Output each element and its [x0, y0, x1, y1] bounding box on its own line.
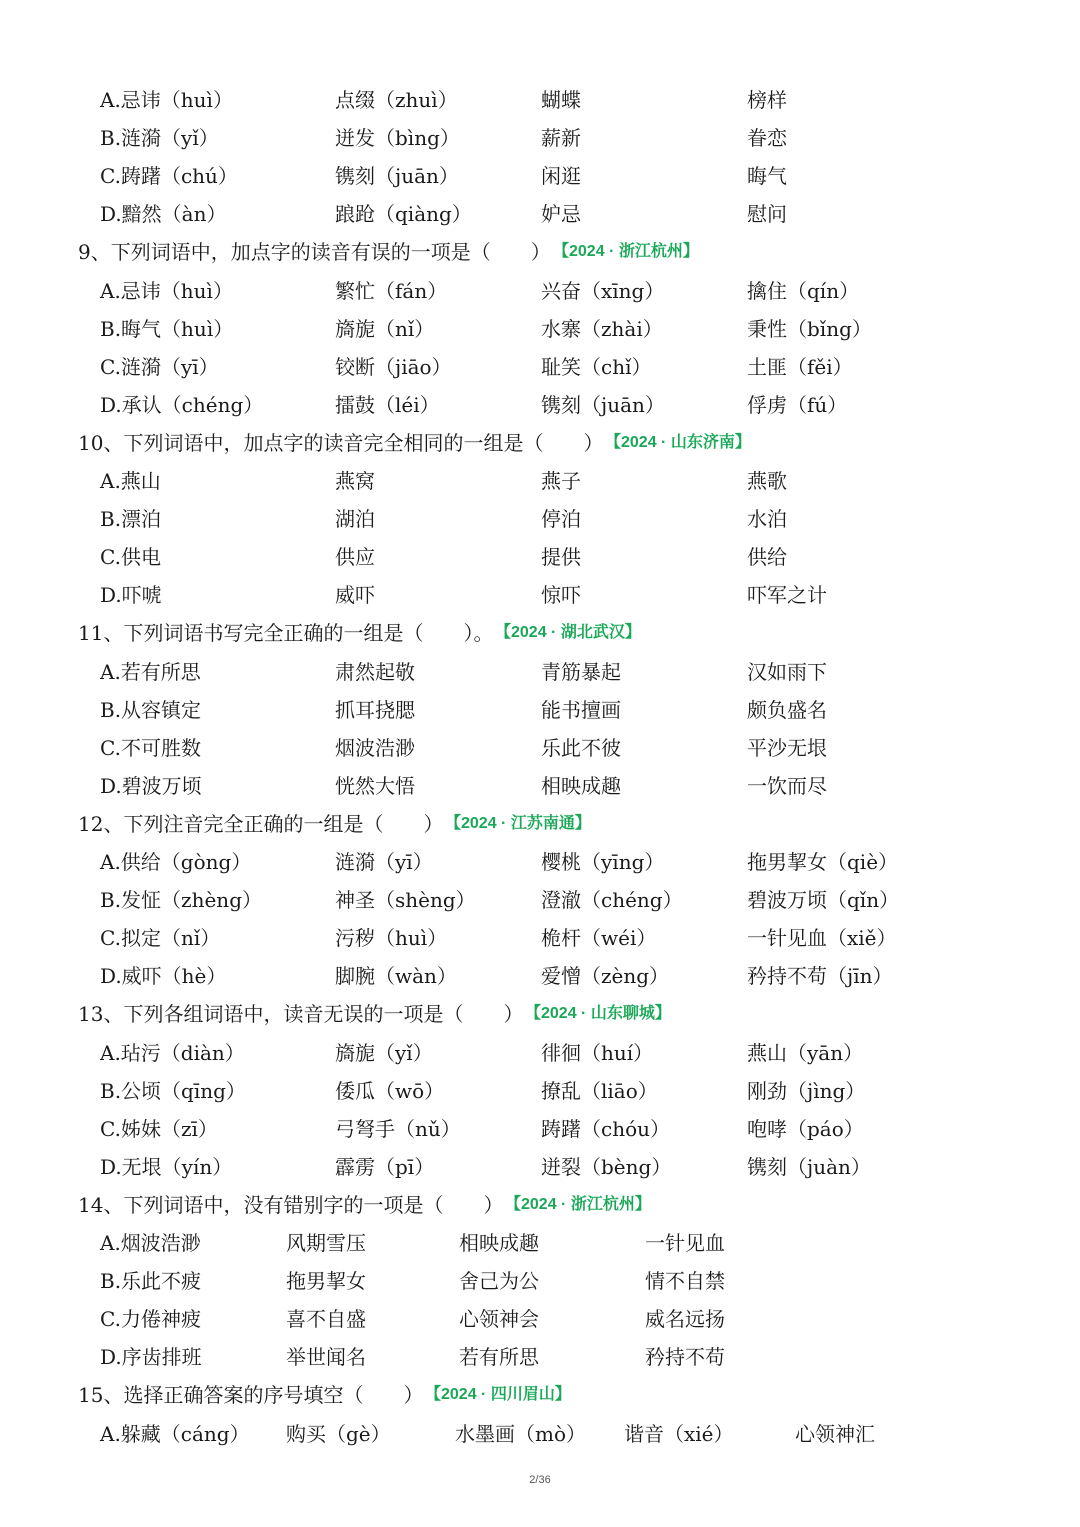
option-row: [0, 119, 1080, 157]
option-item: A.燕山: [100, 469, 161, 493]
question-text: 14、下列词语中，没有错别字的一项是（ ）: [78, 1192, 504, 1217]
option-item: D.黯然（àn）: [100, 202, 227, 227]
source-tag: 【2024 · 山东济南】: [605, 433, 751, 451]
option-item: 踉跄（qiàng）: [335, 202, 472, 227]
option-item: 威吓: [335, 583, 375, 608]
option-item: 撩乱（liāo）: [541, 1078, 658, 1103]
option-item: 一针见血: [645, 1231, 725, 1255]
option-item: 拖男挈女: [286, 1269, 366, 1294]
option-item: C.供电: [100, 545, 161, 570]
option-item: C.不可胜数: [100, 735, 201, 760]
option-item: 水墨画（mò）: [455, 1421, 587, 1446]
option-item: 徘徊（huí）: [541, 1040, 654, 1065]
source-tag: 【2024 · 湖北武汉】: [495, 624, 641, 642]
option-row: [0, 1300, 1080, 1338]
option-row: [0, 1110, 1080, 1148]
option-item: 汉如雨下: [747, 659, 827, 684]
question-text: 10、下列词语中，加点字的读音完全相同的一组是（ ）: [78, 430, 604, 455]
option-item: 涟漪（yī）: [335, 850, 433, 874]
option-item: 榜样: [747, 88, 787, 112]
option-row: [0, 729, 1080, 767]
option-item: 兴奋（xīng）: [541, 278, 665, 303]
option-row: [0, 653, 1080, 691]
option-item: 矜持不苟: [645, 1345, 725, 1370]
option-item: 惊吓: [541, 583, 581, 608]
option-item: 点缀（zhuì）: [335, 88, 458, 112]
option-item: C.姊妹（zī）: [100, 1116, 218, 1141]
option-item: 刚劲（jìng）: [747, 1078, 866, 1103]
option-row: [0, 348, 1080, 386]
option-item: B.乐此不疲: [100, 1269, 202, 1294]
option-item: 慰问: [747, 202, 787, 227]
option-item: D.吓唬: [100, 583, 162, 608]
option-row: [0, 1262, 1080, 1300]
option-item: 薪新: [541, 126, 581, 151]
option-item: B.涟漪（yǐ）: [100, 126, 219, 151]
option-item: 吓军之计: [747, 583, 827, 608]
option-row: [0, 919, 1080, 957]
question-text: 11、下列词语书写完全正确的一组是（ ）。: [78, 621, 494, 646]
option-item: 眷恋: [747, 126, 787, 151]
option-row: [0, 462, 1080, 500]
option-item: 相映成趣: [541, 773, 621, 798]
option-item: 旖旎（nǐ）: [335, 316, 435, 341]
option-item: 供给: [747, 545, 787, 570]
question-text: 12、下列注音完全正确的一组是（ ）: [78, 811, 444, 836]
option-row: [0, 1072, 1080, 1110]
option-item: D.承认（chéng）: [100, 392, 264, 417]
option-item: D.威吓（hè）: [100, 964, 227, 989]
option-item: 能书擅画: [541, 697, 621, 722]
option-item: 燕歌: [747, 469, 787, 493]
question-stem: [0, 995, 1080, 1033]
option-item: 停泊: [541, 507, 581, 532]
option-item: 心领神汇: [795, 1421, 875, 1446]
option-item: 燕窝: [335, 469, 375, 493]
source-tag: 【2024 · 山东聊城】: [525, 1005, 671, 1023]
option-row: [0, 157, 1080, 195]
option-item: 湖泊: [335, 507, 375, 532]
option-item: 爱憎（zèng）: [541, 964, 670, 989]
question-stem: [0, 805, 1080, 843]
option-row: [0, 1224, 1080, 1262]
option-item: 威名远扬: [645, 1307, 725, 1332]
question-text: 13、下列各组词语中，读音无误的一项是（ ）: [78, 1002, 524, 1027]
option-item: 踌躇（chóu）: [541, 1116, 671, 1141]
option-item: 肃然起敬: [335, 659, 415, 684]
option-item: 脚腕（wàn）: [335, 964, 457, 989]
option-item: D.无垠（yín）: [100, 1154, 233, 1179]
option-item: B.发怔（zhèng）: [100, 888, 262, 913]
option-item: 水泊: [747, 507, 787, 532]
option-item: C.拟定（nǐ）: [100, 926, 221, 951]
option-item: A.玷污（diàn）: [100, 1040, 245, 1065]
option-item: 桅杆（wéi）: [541, 926, 657, 951]
source-tag: 【2024 · 浙江杭州】: [553, 243, 699, 261]
option-item: 秉性（bǐng）: [747, 316, 872, 341]
option-item: 供应: [335, 545, 375, 570]
option-item: 擂鼓（léi）: [335, 392, 440, 417]
option-item: 闲逛: [541, 164, 581, 189]
option-row: [0, 310, 1080, 348]
option-row: [0, 195, 1080, 233]
option-item: 污秽（huì）: [335, 926, 448, 951]
option-item: 心领神会: [459, 1307, 539, 1332]
option-item: 耻笑（chǐ）: [541, 354, 652, 379]
option-item: 俘虏（fú）: [747, 392, 848, 417]
option-item: 一针见血（xiě）: [747, 926, 897, 951]
option-item: A.忌讳（huì）: [100, 88, 233, 112]
option-item: A.烟波浩渺: [100, 1231, 201, 1255]
option-item: B.从容镇定: [100, 697, 202, 722]
option-item: D.序齿排班: [100, 1345, 202, 1370]
option-row: [0, 767, 1080, 805]
source-tag: 【2024 · 浙江杭州】: [505, 1195, 651, 1213]
option-item: 喜不自盛: [286, 1307, 366, 1332]
option-item: 若有所思: [459, 1345, 539, 1370]
option-item: 镌刻（juàn）: [747, 1154, 871, 1179]
option-row: [0, 272, 1080, 310]
option-row: [0, 538, 1080, 576]
option-item: 擒住（qín）: [747, 278, 860, 303]
option-item: 矜持不苟（jīn）: [747, 964, 893, 989]
option-item: 繁忙（fán）: [335, 278, 448, 303]
option-item: 咆哮（páo）: [747, 1116, 864, 1141]
question-stem: [0, 1376, 1080, 1414]
option-row: [0, 1034, 1080, 1072]
option-item: 迸发（bìng）: [335, 126, 460, 151]
question-stem: [0, 233, 1080, 271]
option-row: [0, 576, 1080, 614]
option-row: [0, 691, 1080, 729]
option-item: B.晦气（huì）: [100, 316, 234, 341]
option-item: 澄澈（chéng）: [541, 888, 683, 913]
option-item: 迸裂（bèng）: [541, 1154, 672, 1179]
question-text: 15、选择正确答案的序号填空（ ）: [78, 1383, 424, 1408]
option-row: [0, 386, 1080, 424]
option-item: 拖男挈女（qiè）: [747, 850, 899, 874]
option-row: [0, 1338, 1080, 1376]
source-tag: 【2024 · 四川眉山】: [425, 1386, 571, 1404]
option-item: 樱桃（yīng）: [541, 850, 665, 874]
option-item: C.踌躇（chú）: [100, 164, 238, 189]
option-item: 风期雪压: [286, 1231, 366, 1255]
option-item: 镌刻（juān）: [541, 392, 665, 417]
option-item: A.忌讳（huì）: [100, 278, 233, 303]
question-stem: [0, 1186, 1080, 1224]
option-item: 晦气: [747, 164, 787, 189]
option-item: 提供: [541, 545, 581, 570]
option-item: 旖旎（yǐ）: [335, 1040, 433, 1065]
option-item: 霹雳（pī）: [335, 1154, 435, 1179]
option-item: 弓弩手（nǔ）: [335, 1116, 461, 1141]
option-item: 购买（gè）: [286, 1421, 391, 1446]
option-row: [0, 1415, 1080, 1453]
question-text: 9、下列词语中，加点字的读音有误的一项是（ ）: [78, 240, 551, 265]
option-item: 水寨（zhài）: [541, 316, 663, 341]
option-row: [0, 500, 1080, 538]
option-item: 铰断（jiāo）: [335, 354, 452, 379]
option-item: 土匪（fěi）: [747, 354, 853, 379]
option-item: 平沙无垠: [747, 735, 827, 760]
question-stem: [0, 614, 1080, 652]
option-item: 烟波浩渺: [335, 735, 415, 760]
option-row: [0, 843, 1080, 881]
option-item: 舍己为公: [459, 1269, 539, 1294]
option-item: D.碧波万顷: [100, 773, 202, 798]
option-item: 神圣（shèng）: [335, 888, 476, 913]
option-item: A.躲藏（cáng）: [100, 1421, 250, 1446]
option-item: 妒忌: [541, 202, 581, 227]
option-item: 倭瓜（wō）: [335, 1078, 445, 1103]
option-item: 乐此不彼: [541, 735, 621, 760]
option-item: B.公顷（qīng）: [100, 1078, 246, 1103]
option-row: [0, 81, 1080, 119]
option-item: 相映成趣: [459, 1231, 539, 1255]
option-item: 碧波万顷（qǐn）: [747, 888, 900, 913]
source-tag: 【2024 · 江苏南通】: [445, 814, 591, 832]
option-item: 情不自禁: [645, 1269, 725, 1294]
option-item: 恍然大悟: [335, 773, 415, 798]
option-item: 谐音（xié）: [624, 1421, 734, 1446]
page-number: 2/36: [529, 1474, 551, 1486]
option-row: [0, 881, 1080, 919]
option-item: 举世闻名: [286, 1345, 366, 1370]
option-item: A.供给（gòng）: [100, 850, 252, 874]
option-item: B.漂泊: [100, 507, 162, 532]
option-item: 抓耳挠腮: [335, 697, 415, 722]
option-item: 燕山（yān）: [747, 1040, 864, 1065]
option-item: 燕子: [541, 469, 581, 493]
option-item: 颇负盛名: [747, 697, 827, 722]
option-item: A.若有所思: [100, 659, 201, 684]
option-item: C.涟漪（yī）: [100, 354, 219, 379]
option-row: [0, 1148, 1080, 1186]
option-item: 青筋暴起: [541, 659, 621, 684]
option-item: C.力倦神疲: [100, 1307, 201, 1332]
option-item: 镌刻（juān）: [335, 164, 459, 189]
question-stem: [0, 424, 1080, 462]
option-row: [0, 957, 1080, 995]
option-item: 一饮而尽: [747, 773, 827, 798]
option-item: 蝴蝶: [541, 88, 581, 112]
